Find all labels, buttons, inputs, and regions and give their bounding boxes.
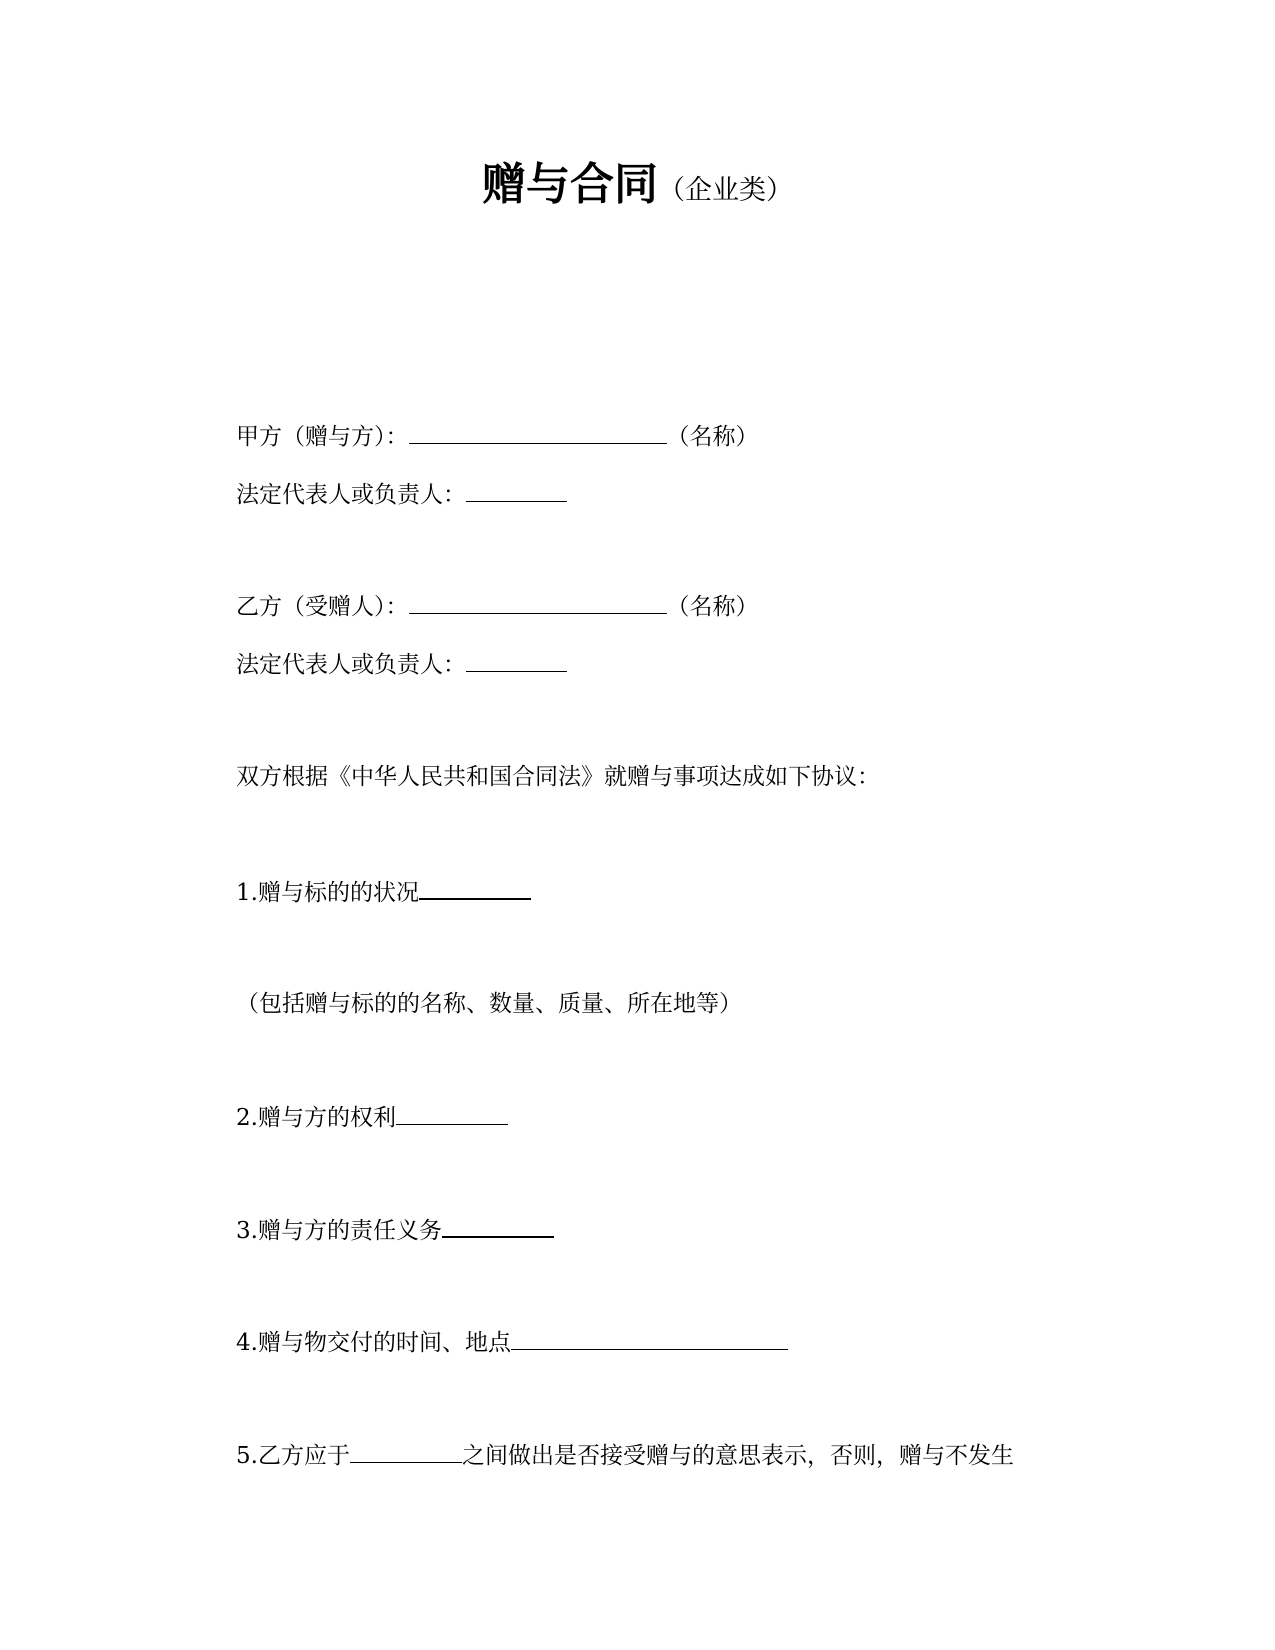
clause-1-text: 1.赠与标的的状况 xyxy=(236,880,419,906)
party-a-name-field[interactable] xyxy=(409,421,667,444)
clause-3 xyxy=(236,1214,554,1246)
party-b-name-suffix: （名称） xyxy=(666,594,759,620)
clause-4 xyxy=(236,1327,788,1358)
clause-4-field[interactable] xyxy=(511,1327,788,1350)
document-title: 赠与合同 xyxy=(482,159,658,210)
party-a-rep-label: 法定代表人或负责人： xyxy=(236,482,466,508)
clause-3-field[interactable] xyxy=(442,1214,554,1238)
clause-3-text: 3.赠与方的责任义务 xyxy=(236,1218,442,1244)
clause-1-note: （包括赠与标的的名称、数量、质量、所在地等） xyxy=(236,991,742,1017)
party-b-label: 乙方（受赠人）： xyxy=(236,594,409,620)
clause-2 xyxy=(236,1102,508,1133)
party-a-name-suffix: （名称） xyxy=(666,424,759,450)
party-a-rep-line xyxy=(236,479,567,510)
clause-2-text: 2.赠与方的权利 xyxy=(236,1105,396,1131)
party-a-line xyxy=(236,421,759,452)
clause-1-field[interactable] xyxy=(419,876,531,900)
document-title-block xyxy=(0,148,1275,212)
clause-5-field[interactable] xyxy=(350,1440,462,1463)
party-b-line xyxy=(236,591,759,622)
clause-4-text: 4.赠与物交付的时间、地点 xyxy=(236,1330,511,1356)
party-b-rep-label: 法定代表人或负责人： xyxy=(236,652,466,678)
clause-5-text-after: 之间做出是否接受赠与的意思表示，否则，赠与不发生 xyxy=(461,1443,1014,1469)
clause-5-text-before: 5.乙方应于 xyxy=(236,1443,350,1469)
party-b-rep-line xyxy=(236,649,567,680)
clause-1 xyxy=(236,876,531,908)
party-b-name-field[interactable] xyxy=(409,591,667,614)
party-b-rep-field[interactable] xyxy=(466,649,567,672)
party-a-rep-field[interactable] xyxy=(466,479,567,502)
party-a-label: 甲方（赠与方）： xyxy=(236,424,409,450)
document-subtitle: （企业类） xyxy=(658,175,793,206)
clause-5 xyxy=(236,1440,1014,1471)
clause-2-field[interactable] xyxy=(396,1102,508,1125)
preamble: 双方根据《中华人民共和国合同法》就赠与事项达成如下协议： xyxy=(236,764,880,790)
